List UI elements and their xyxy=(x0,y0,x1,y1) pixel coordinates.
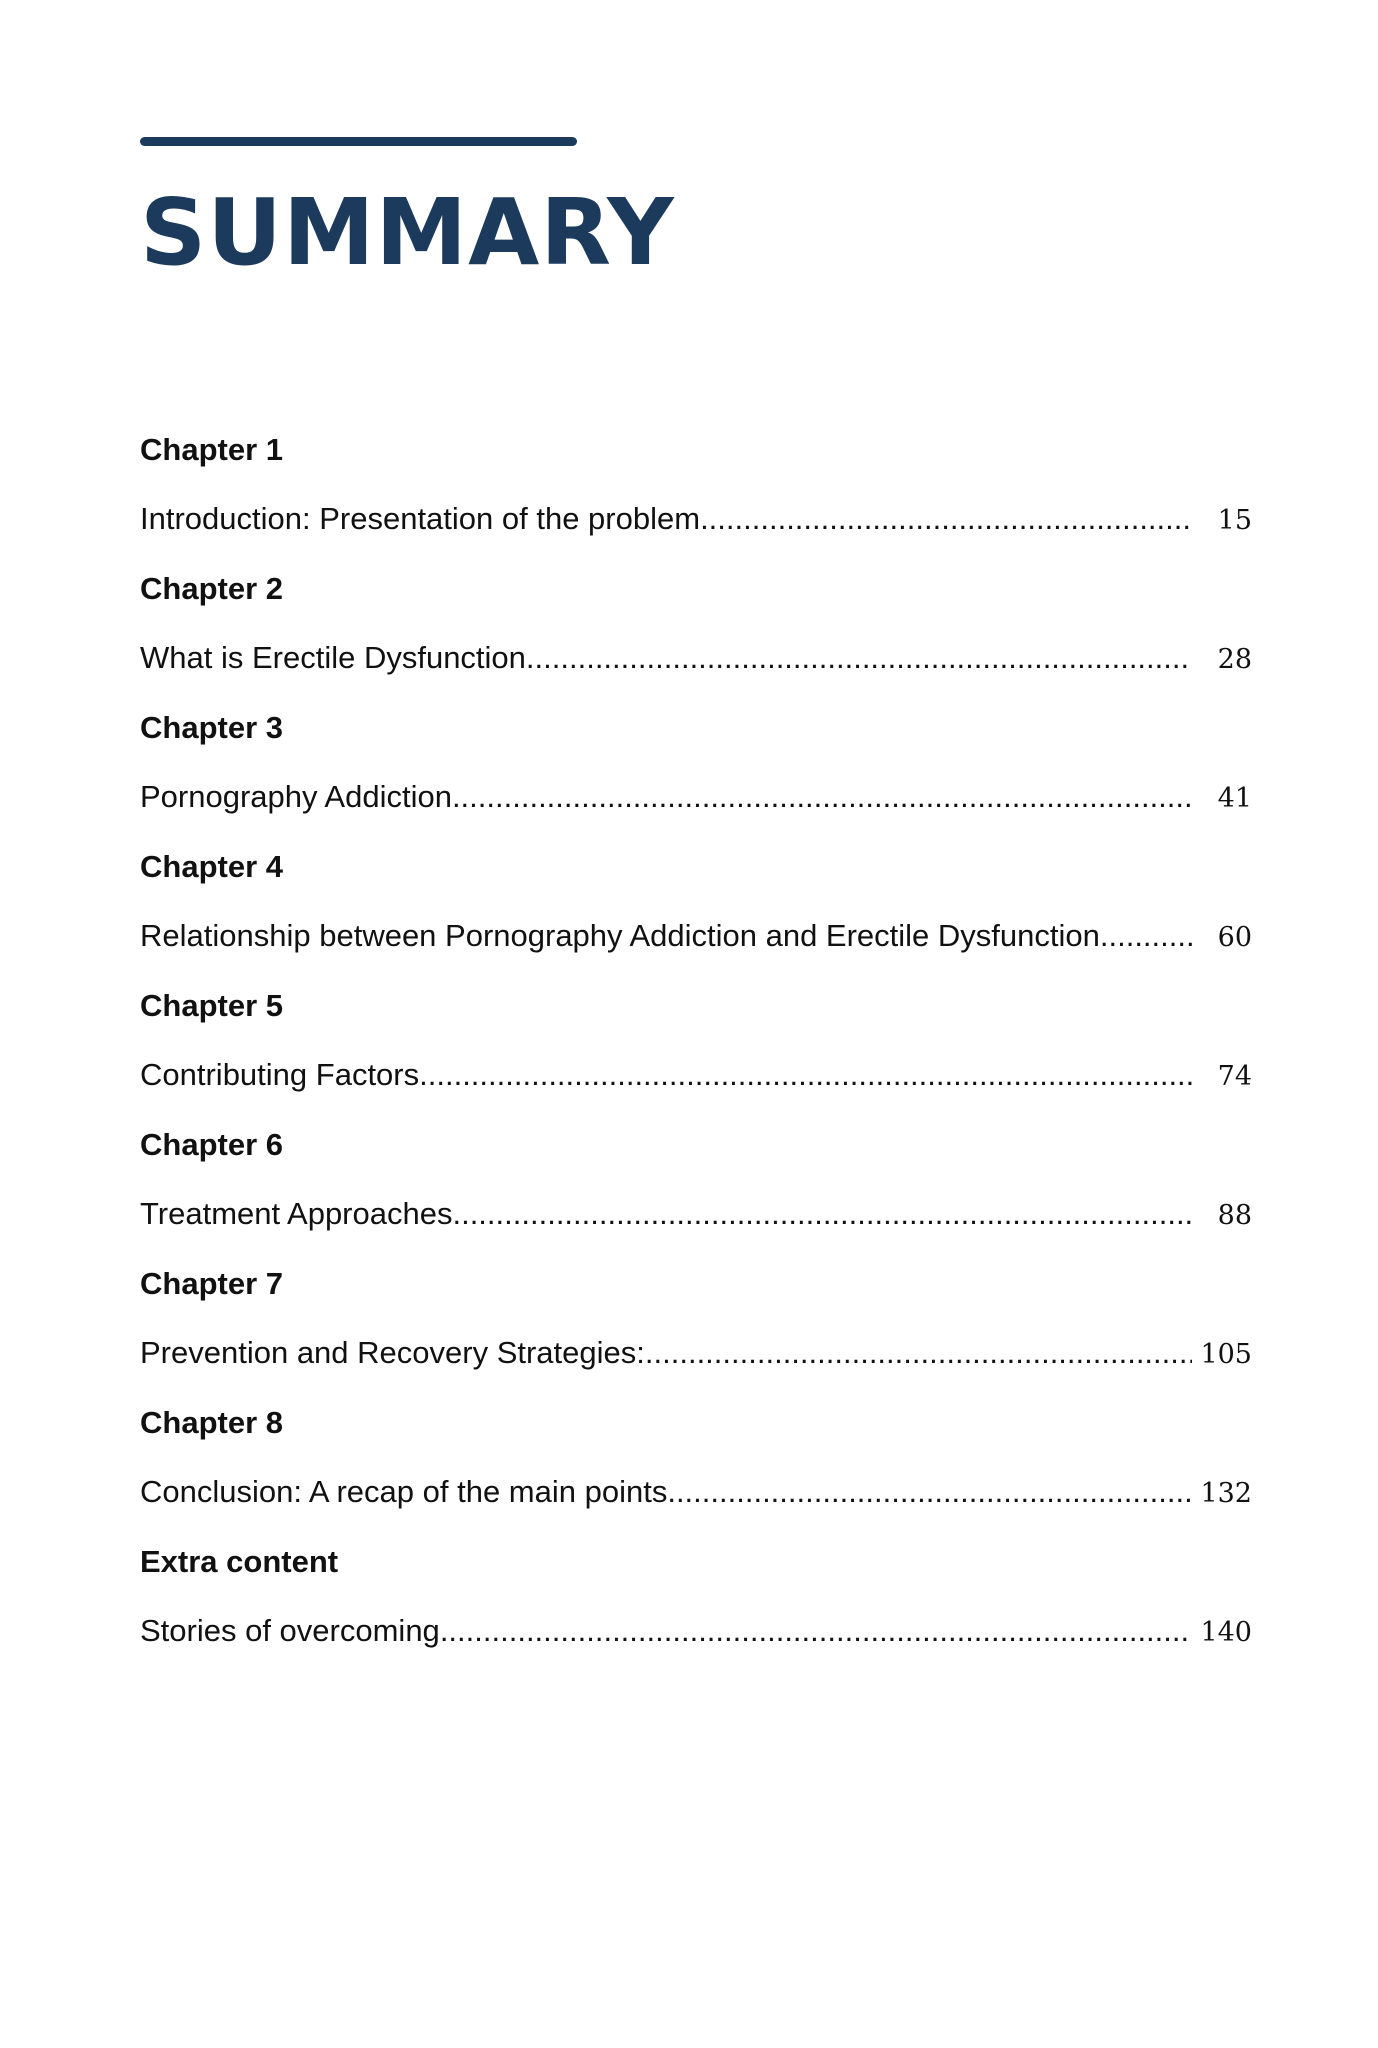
entry-title: Contributing Factors xyxy=(140,1057,420,1092)
dot-leader xyxy=(1108,906,1192,966)
page-number: 132 xyxy=(1200,1478,1252,1509)
page-number: 88 xyxy=(1217,1200,1252,1231)
dot-leader xyxy=(526,628,1192,688)
title-rule xyxy=(140,137,577,146)
toc-entry[interactable] xyxy=(140,1323,1252,1383)
page-number: 140 xyxy=(1200,1617,1252,1648)
page-title: SUMMARY xyxy=(140,179,675,286)
entry-title: Pornography Addiction xyxy=(140,779,452,814)
dot-leader xyxy=(452,767,1192,827)
page-number: 15 xyxy=(1217,505,1252,536)
toc-entry[interactable] xyxy=(140,628,1252,688)
chapter-label: Chapter 8 xyxy=(140,1405,283,1440)
toc-group xyxy=(140,1254,1252,1393)
dot-leader xyxy=(645,1323,1192,1383)
page-number: 41 xyxy=(1217,783,1252,814)
toc-group xyxy=(140,1532,1252,1671)
toc-entry[interactable] xyxy=(140,1045,1252,1105)
entry-title: Conclusion: A recap of the main points xyxy=(140,1474,668,1509)
toc-group xyxy=(140,837,1252,976)
toc-entry[interactable] xyxy=(140,1462,1252,1522)
toc-entry[interactable] xyxy=(140,906,1252,966)
page-number: 28 xyxy=(1217,644,1252,675)
page-number: 60 xyxy=(1217,922,1252,953)
chapter-label: Chapter 2 xyxy=(140,571,283,606)
entry-title: Stories of overcoming xyxy=(140,1613,440,1648)
toc-group xyxy=(140,1115,1252,1254)
chapter-label: Extra content xyxy=(140,1544,339,1579)
dot-leader xyxy=(700,489,1192,549)
entry-title: Treatment Approaches xyxy=(140,1196,453,1231)
toc-entry[interactable] xyxy=(140,1184,1252,1244)
toc-entry[interactable] xyxy=(140,1601,1252,1661)
toc-group xyxy=(140,976,1252,1115)
toc-group xyxy=(140,1393,1252,1532)
toc-group xyxy=(140,559,1252,698)
chapter-label: Chapter 7 xyxy=(140,1266,283,1301)
chapter-label: Chapter 1 xyxy=(140,432,283,467)
chapter-label: Chapter 3 xyxy=(140,710,283,745)
dot-leader xyxy=(440,1601,1192,1661)
page-number: 105 xyxy=(1200,1339,1252,1370)
dot-leader xyxy=(452,1184,1192,1244)
toc-entry[interactable] xyxy=(140,767,1252,827)
entry-title: Prevention and Recovery Strategies: xyxy=(140,1335,645,1370)
chapter-label: Chapter 4 xyxy=(140,849,283,884)
dot-leader xyxy=(667,1462,1192,1522)
toc-entry[interactable] xyxy=(140,489,1252,549)
table-of-contents xyxy=(140,420,1252,1671)
dot-leader xyxy=(419,1045,1192,1105)
toc-group xyxy=(140,420,1252,559)
toc-group xyxy=(140,698,1252,837)
chapter-label: Chapter 5 xyxy=(140,988,283,1023)
chapter-label: Chapter 6 xyxy=(140,1127,283,1162)
entry-title: What is Erectile Dysfunction xyxy=(140,640,526,675)
entry-title: Introduction: Presentation of the problem xyxy=(140,501,701,536)
page-number: 74 xyxy=(1217,1061,1252,1092)
entry-title: Relationship between Pornography Addiction and Erectile Dysfunction. xyxy=(140,918,1109,953)
